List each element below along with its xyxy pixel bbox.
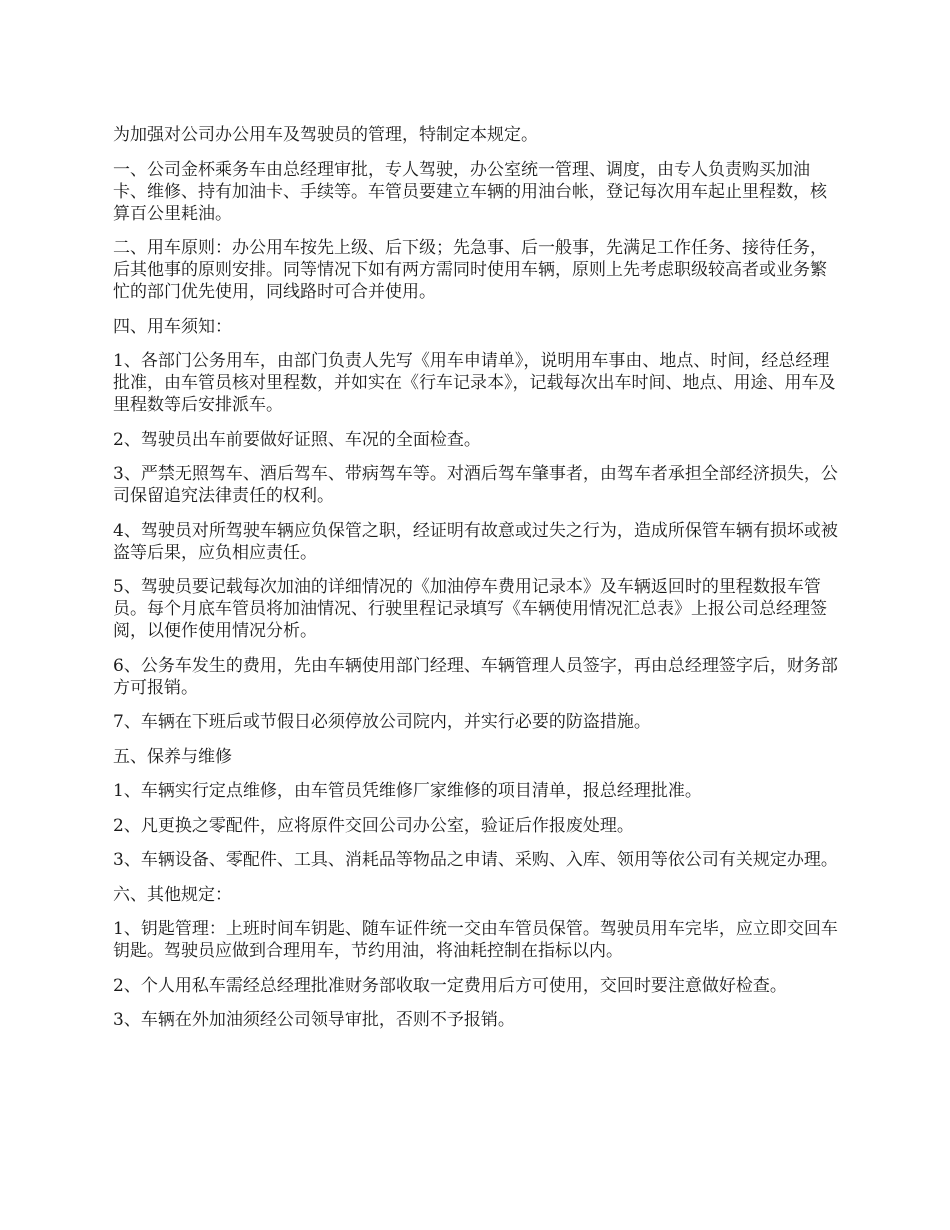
rule-4-1-paragraph: 1、各部门公务用车，由部门负责人先写《用车申请单》，说明用车事由、地点、时间，经总经理批准，由车管员核对里程数，并如实在《行车记录本》，记载每次出车时间、地点、用途、用车及里程数等后安排派车。 <box>113 351 836 415</box>
rule-4-4-paragraph: 4、驾驶员对所驾驶车辆应负保管之职，经证明有故意或过失之行为，造成所保管车辆有损坏或被盗等后果，应负相应责任。 <box>113 520 838 563</box>
rule-5-1-paragraph: 1、车辆实行定点维修，由车管员凭维修厂家维修的项目清单，报总经理批准。 <box>113 781 702 801</box>
section-one-paragraph: 一、公司金杯乘务车由总经理审批，专人驾驶，办公室统一管理、调度，由专人负责购买加油卡、维修、持有加油卡、手续等。车管员要建立车辆的用油台帐，登记每次用车起止里程数，核算百公里耗油。 <box>113 159 827 224</box>
rule-4-5-paragraph: 5、驾驶员要记载每次加油的详细情况的《加油停车费用记录本》及车辆返回时的里程数报车管员。每个月底车管员将加油情况、行驶里程记录填写《车辆使用情况汇总表》上报公司总经理签阅，以便作使用情况分析。 <box>113 577 827 641</box>
rule-4-2-paragraph: 2、驾驶员出车前要做好证照、车况的全面检查。 <box>113 429 481 450</box>
rule-4-3-paragraph: 3、严禁无照驾车、酒后驾车、带病驾车等。对酒后驾车肇事者，由驾车者承担全部经济损失，公司保留追究法律责任的权利。 <box>113 464 838 506</box>
rule-6-3-paragraph: 3、车辆在外加油须经公司领导审批，否则不予报销。 <box>113 1010 515 1030</box>
document-body <box>113 124 843 1044</box>
section-two-paragraph: 二、用车原则：办公用车按先上级、后下级；先急事、后一般事，先满足工作任务、接待任务，后其他事的原则安排。同等情况下如有两方需同时使用车辆，原则上先考虑职级较高者或业务繁忙的部门优先使用，同线路时可合并使用。 <box>113 238 827 302</box>
rule-4-7-paragraph: 7、车辆在下班后或节假日必须停放公司院内，并实行必要的防盗措施。 <box>113 712 651 732</box>
rule-5-3-paragraph: 3、车辆设备、零配件、工具、消耗品等物品之申请、采购、入库、领用等依公司有关规定办理。 <box>113 850 838 870</box>
section-five-heading: 五、保养与维修 <box>113 746 232 767</box>
intro-paragraph: 为加强对公司办公用车及驾驶员的管理，特制定本规定。 <box>113 125 538 145</box>
rule-4-6-paragraph: 6、公务车发生的费用，先由车辆使用部门经理、车辆管理人员签字，再由总经理签字后，财务部方可报销。 <box>113 655 838 698</box>
rule-6-2-paragraph: 2、个人用私车需经总经理批准财务部收取一定费用后方可使用，交回时要注意做好检查。 <box>113 975 787 996</box>
rule-6-1-paragraph: 1、钥匙管理：上班时间车钥匙、随车证件统一交由车管员保管。驾驶员用车完毕，应立即交回车钥匙。驾驶员应做到合理用车，节约用油，将油耗控制在指标以内。 <box>113 919 838 961</box>
section-six-heading: 六、其他规定： <box>113 884 232 905</box>
section-four-heading: 四、用车须知： <box>113 316 232 337</box>
rule-5-2-paragraph: 2、凡更换之零配件，应将原件交回公司办公室，验证后作报废处理。 <box>113 815 634 836</box>
